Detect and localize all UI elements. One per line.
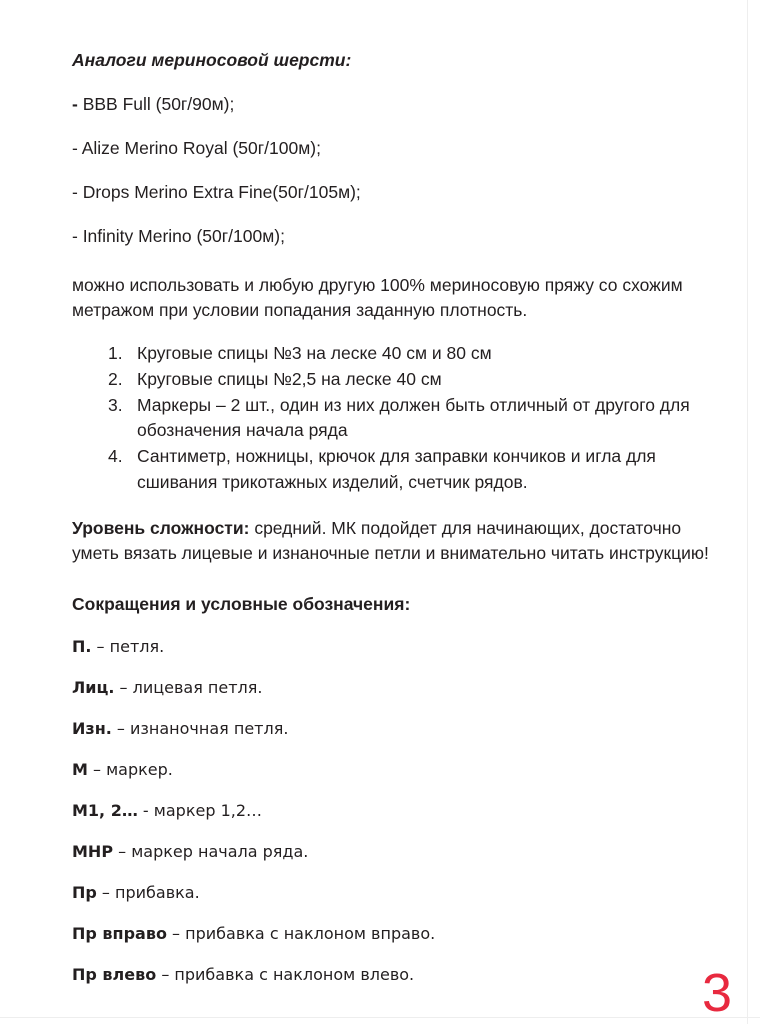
yarn-item [72, 115, 722, 159]
abbreviation-term: Пр вправо [72, 923, 167, 943]
abbreviation-row [72, 779, 722, 820]
abbreviation-definition: – маркер начала ряда. [113, 841, 309, 861]
yarn-item-label: BBB Full (50г/90м); [77, 94, 235, 114]
abbreviation-term: Пр влево [72, 964, 157, 984]
tools-list [72, 323, 722, 495]
list-item-marker: 3. [108, 395, 123, 416]
abbreviation-definition: - маркер 1,2… [137, 800, 263, 820]
difficulty-paragraph [72, 496, 722, 567]
page-edge-bottom-rule [0, 1017, 760, 1018]
list-item [72, 444, 722, 494]
yarn-item-dash: - [72, 182, 78, 202]
abbreviation-definition: – изнаночная петля. [111, 718, 289, 738]
yarn-substitution-note: можно использовать и любую другую 100% мериносовую пряжу со схожим метражом при условии попадания заданную плотность. [72, 275, 683, 320]
abbreviation-definition: – лицевая петля. [114, 677, 263, 697]
list-item-text: Маркеры – 2 шт., один из них должен быть отличный от другого для обозначения начала ряда [137, 395, 690, 441]
yarn-item-label: Alize Merino Royal (50г/100м); [77, 138, 321, 158]
abbreviation-term: М [72, 759, 88, 779]
yarn-item-label: Drops Merino Extra Fine(50г/105м); [77, 182, 361, 202]
abbreviation-term: М1, 2… [72, 800, 138, 820]
difficulty-label: Уровень сложности: [72, 517, 250, 538]
yarn-item-dash: - [72, 138, 78, 158]
page-edge-right-rule [747, 0, 748, 1024]
abbreviation-row [72, 656, 722, 697]
yarn-item-label: Infinity Merino (50г/100м); [77, 226, 285, 246]
abbreviation-row [72, 615, 722, 656]
list-item [72, 367, 722, 392]
list-item-marker: 2. [108, 368, 123, 389]
list-item-marker: 1. [108, 342, 123, 363]
page-number: 3 [701, 963, 732, 1023]
difficulty-text: средний. МК подойдет для начинающих, достаточно уметь вязать лицевые и изнаночные петли и внимательно читать инструкцию! [72, 517, 709, 564]
list-item-text: Круговые спицы №2,5 на леске 40 см [137, 368, 442, 389]
yarn-item [72, 71, 722, 115]
yarn-analogues-heading: Аналоги мериносовой шерсти: [72, 50, 352, 70]
list-item [72, 341, 722, 366]
list-item-text: Сантиметр, ножницы, крючок для заправки кончиков и игла для сшивания трикотажных изделий, счетчик рядов. [137, 446, 656, 492]
abbreviation-definition: – прибавка. [96, 882, 200, 902]
yarn-item-dash: - [72, 226, 78, 246]
abbreviation-row [72, 943, 722, 984]
abbreviation-term: Изн. [72, 718, 112, 738]
abbreviation-definition: – прибавка с наклоном вправо. [166, 923, 436, 943]
abbreviation-row [72, 738, 722, 779]
abbreviation-row [72, 697, 722, 738]
abbreviation-term: П. [72, 636, 92, 656]
list-item-marker: 4. [108, 446, 123, 467]
abbreviation-row [72, 820, 722, 861]
page-content [72, 0, 722, 984]
abbreviation-term: Лиц. [72, 677, 115, 697]
abbreviation-definition: – прибавка с наклоном влево. [156, 964, 415, 984]
abbreviation-row [72, 861, 722, 902]
abbreviation-term: Пр [72, 882, 97, 902]
yarn-item [72, 159, 722, 203]
abbreviations-heading: Сокращения и условные обозначения: [72, 593, 411, 614]
yarn-item [72, 203, 722, 247]
list-item [72, 393, 722, 443]
abbreviation-definition: – петля. [91, 636, 165, 656]
abbreviation-term: МНР [72, 841, 114, 861]
abbreviation-row [72, 902, 722, 943]
yarn-item-dash: - [72, 94, 78, 114]
abbreviation-definition: – маркер. [87, 759, 173, 779]
list-item-text: Круговые спицы №3 на леске 40 см и 80 см [137, 342, 492, 363]
